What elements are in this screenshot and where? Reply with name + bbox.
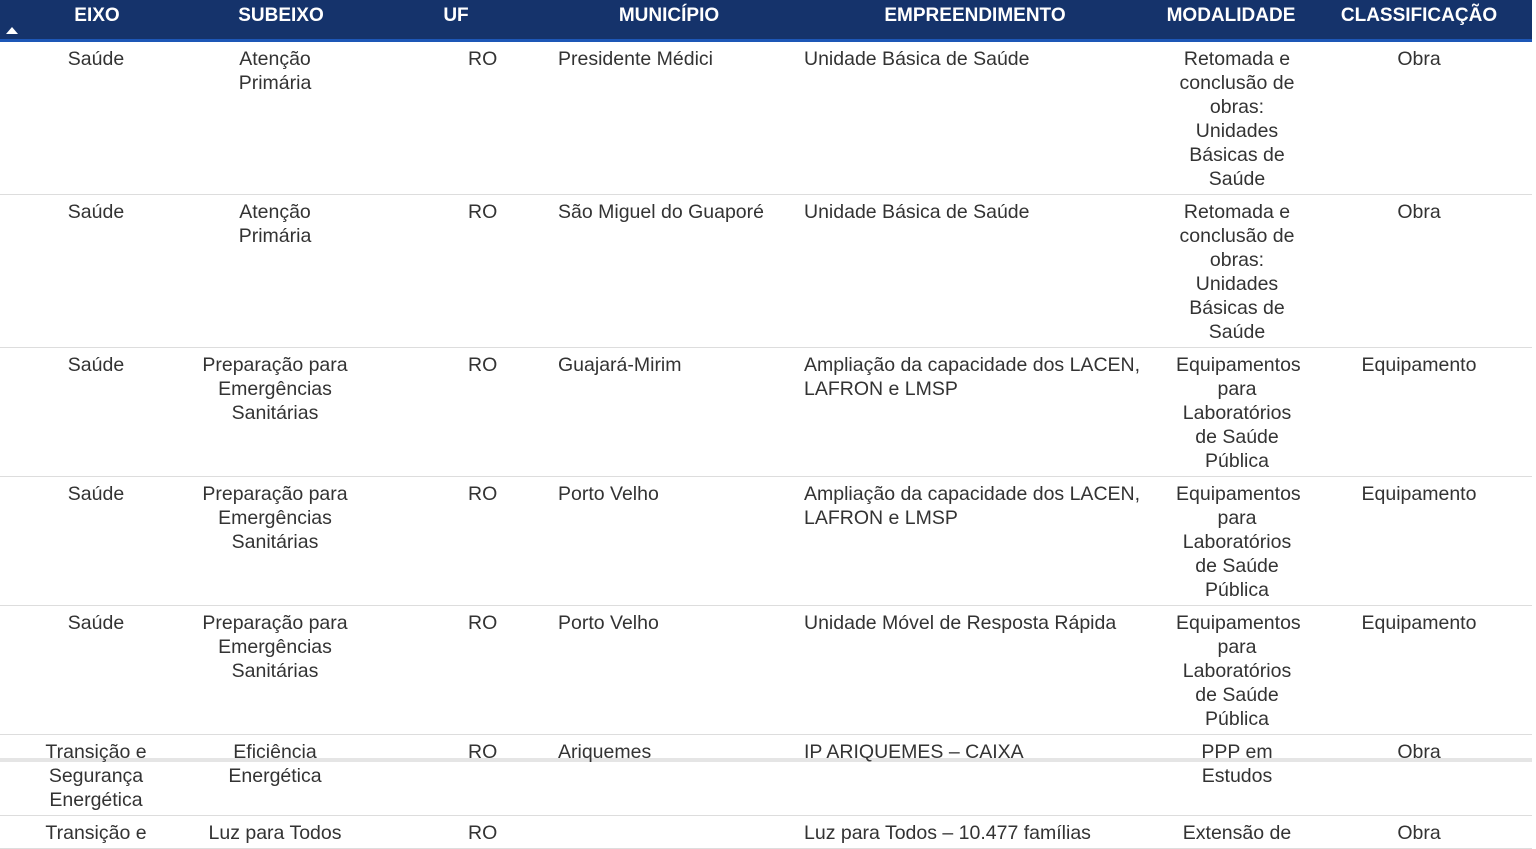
cell-subeixo: Atenção Primária (194, 40, 368, 194)
column-header-label: MODALIDADE (1166, 5, 1296, 26)
header-row (0, 0, 1532, 40)
cell-classificacao: Obra (1306, 815, 1532, 848)
cell-classificacao: Equipamento (1306, 347, 1532, 476)
table-row[interactable] (0, 734, 1532, 815)
cell-municipio: Porto Velho (544, 476, 794, 605)
cell-eixo: Transição e Segurança Energética (0, 734, 194, 815)
cell-uf: RO (368, 194, 544, 347)
cell-modalidade: Retomada e conclusão de obras: Unidades Básicas de Saúde (1156, 40, 1306, 194)
cell-uf: RO (368, 476, 544, 605)
cell-municipio: Presidente Médici (544, 40, 794, 194)
column-header-label: EIXO (74, 5, 120, 26)
cell-modalidade: Extensão de (1156, 815, 1306, 848)
cell-classificacao: Obra (1306, 734, 1532, 815)
cell-uf: RO (368, 347, 544, 476)
column-header-empreendimento[interactable] (794, 0, 1156, 40)
cell-eixo: Saúde (0, 476, 194, 605)
cell-uf: RO (368, 40, 544, 194)
table-row[interactable] (0, 476, 1532, 605)
column-header-classificacao[interactable] (1306, 0, 1532, 40)
cell-empreendimento: Luz para Todos – 10.477 famílias (794, 815, 1156, 848)
cell-subeixo: Preparação para Emergências Sanitárias (194, 347, 368, 476)
cell-municipio: Ariquemes (544, 734, 794, 815)
cell-uf: RO (368, 605, 544, 734)
cell-municipio: São Miguel do Guaporé (544, 194, 794, 347)
cell-empreendimento: Unidade Móvel de Resposta Rápida (794, 605, 1156, 734)
cell-modalidade: Equipamentos para Laboratórios de Saúde Pública (1156, 605, 1306, 734)
cell-classificacao: Equipamento (1306, 605, 1532, 734)
sort-ascending-icon[interactable] (6, 27, 18, 34)
table-body (0, 40, 1532, 848)
cell-municipio (544, 815, 794, 848)
column-header-modalidade[interactable] (1156, 0, 1306, 40)
cell-eixo: Saúde (0, 40, 194, 194)
column-header-label: CLASSIFICAÇÃO (1340, 5, 1498, 26)
table-row[interactable] (0, 605, 1532, 734)
column-header-label: EMPREENDIMENTO (884, 5, 1066, 26)
cell-classificacao: Obra (1306, 40, 1532, 194)
cell-modalidade: Equipamentos para Laboratórios de Saúde Pública (1156, 347, 1306, 476)
table-row[interactable] (0, 815, 1532, 848)
cell-municipio: Guajará-Mirim (544, 347, 794, 476)
cell-subeixo: Eficiência Energética (194, 734, 368, 815)
cell-empreendimento: Unidade Básica de Saúde (794, 194, 1156, 347)
cell-municipio: Porto Velho (544, 605, 794, 734)
table-row[interactable] (0, 347, 1532, 476)
cell-eixo: Transição e (0, 815, 194, 848)
cell-uf: RO (368, 734, 544, 815)
cell-classificacao: Equipamento (1306, 476, 1532, 605)
cell-subeixo: Luz para Todos (194, 815, 368, 848)
table-row[interactable] (0, 40, 1532, 194)
column-header-municipio[interactable] (544, 0, 794, 40)
table-row[interactable] (0, 194, 1532, 347)
column-header-label: UF (443, 5, 469, 26)
cell-subeixo: Preparação para Emergências Sanitárias (194, 476, 368, 605)
column-header-uf[interactable] (368, 0, 544, 40)
cell-modalidade: Equipamentos para Laboratórios de Saúde Pública (1156, 476, 1306, 605)
cell-modalidade: PPP em Estudos (1156, 734, 1306, 815)
cell-classificacao: Obra (1306, 194, 1532, 347)
cell-eixo: Saúde (0, 605, 194, 734)
cell-subeixo: Preparação para Emergências Sanitárias (194, 605, 368, 734)
cell-subeixo: Atenção Primária (194, 194, 368, 347)
column-header-subeixo[interactable] (194, 0, 368, 40)
column-header-eixo[interactable] (0, 0, 194, 40)
cell-empreendimento: Ampliação da capacidade dos LACEN, LAFRON e LMSP (794, 347, 1156, 476)
cell-empreendimento: Ampliação da capacidade dos LACEN, LAFRON e LMSP (794, 476, 1156, 605)
cell-modalidade: Retomada e conclusão de obras: Unidades Básicas de Saúde (1156, 194, 1306, 347)
table-header (0, 0, 1532, 40)
cell-empreendimento: IP ARIQUEMES – CAIXA (794, 734, 1156, 815)
column-header-label: MUNICÍPIO (618, 5, 720, 26)
cell-eixo: Saúde (0, 347, 194, 476)
column-header-label: SUBEIXO (238, 5, 324, 26)
cell-eixo: Saúde (0, 194, 194, 347)
cell-uf: RO (368, 815, 544, 848)
cell-empreendimento: Unidade Básica de Saúde (794, 40, 1156, 194)
